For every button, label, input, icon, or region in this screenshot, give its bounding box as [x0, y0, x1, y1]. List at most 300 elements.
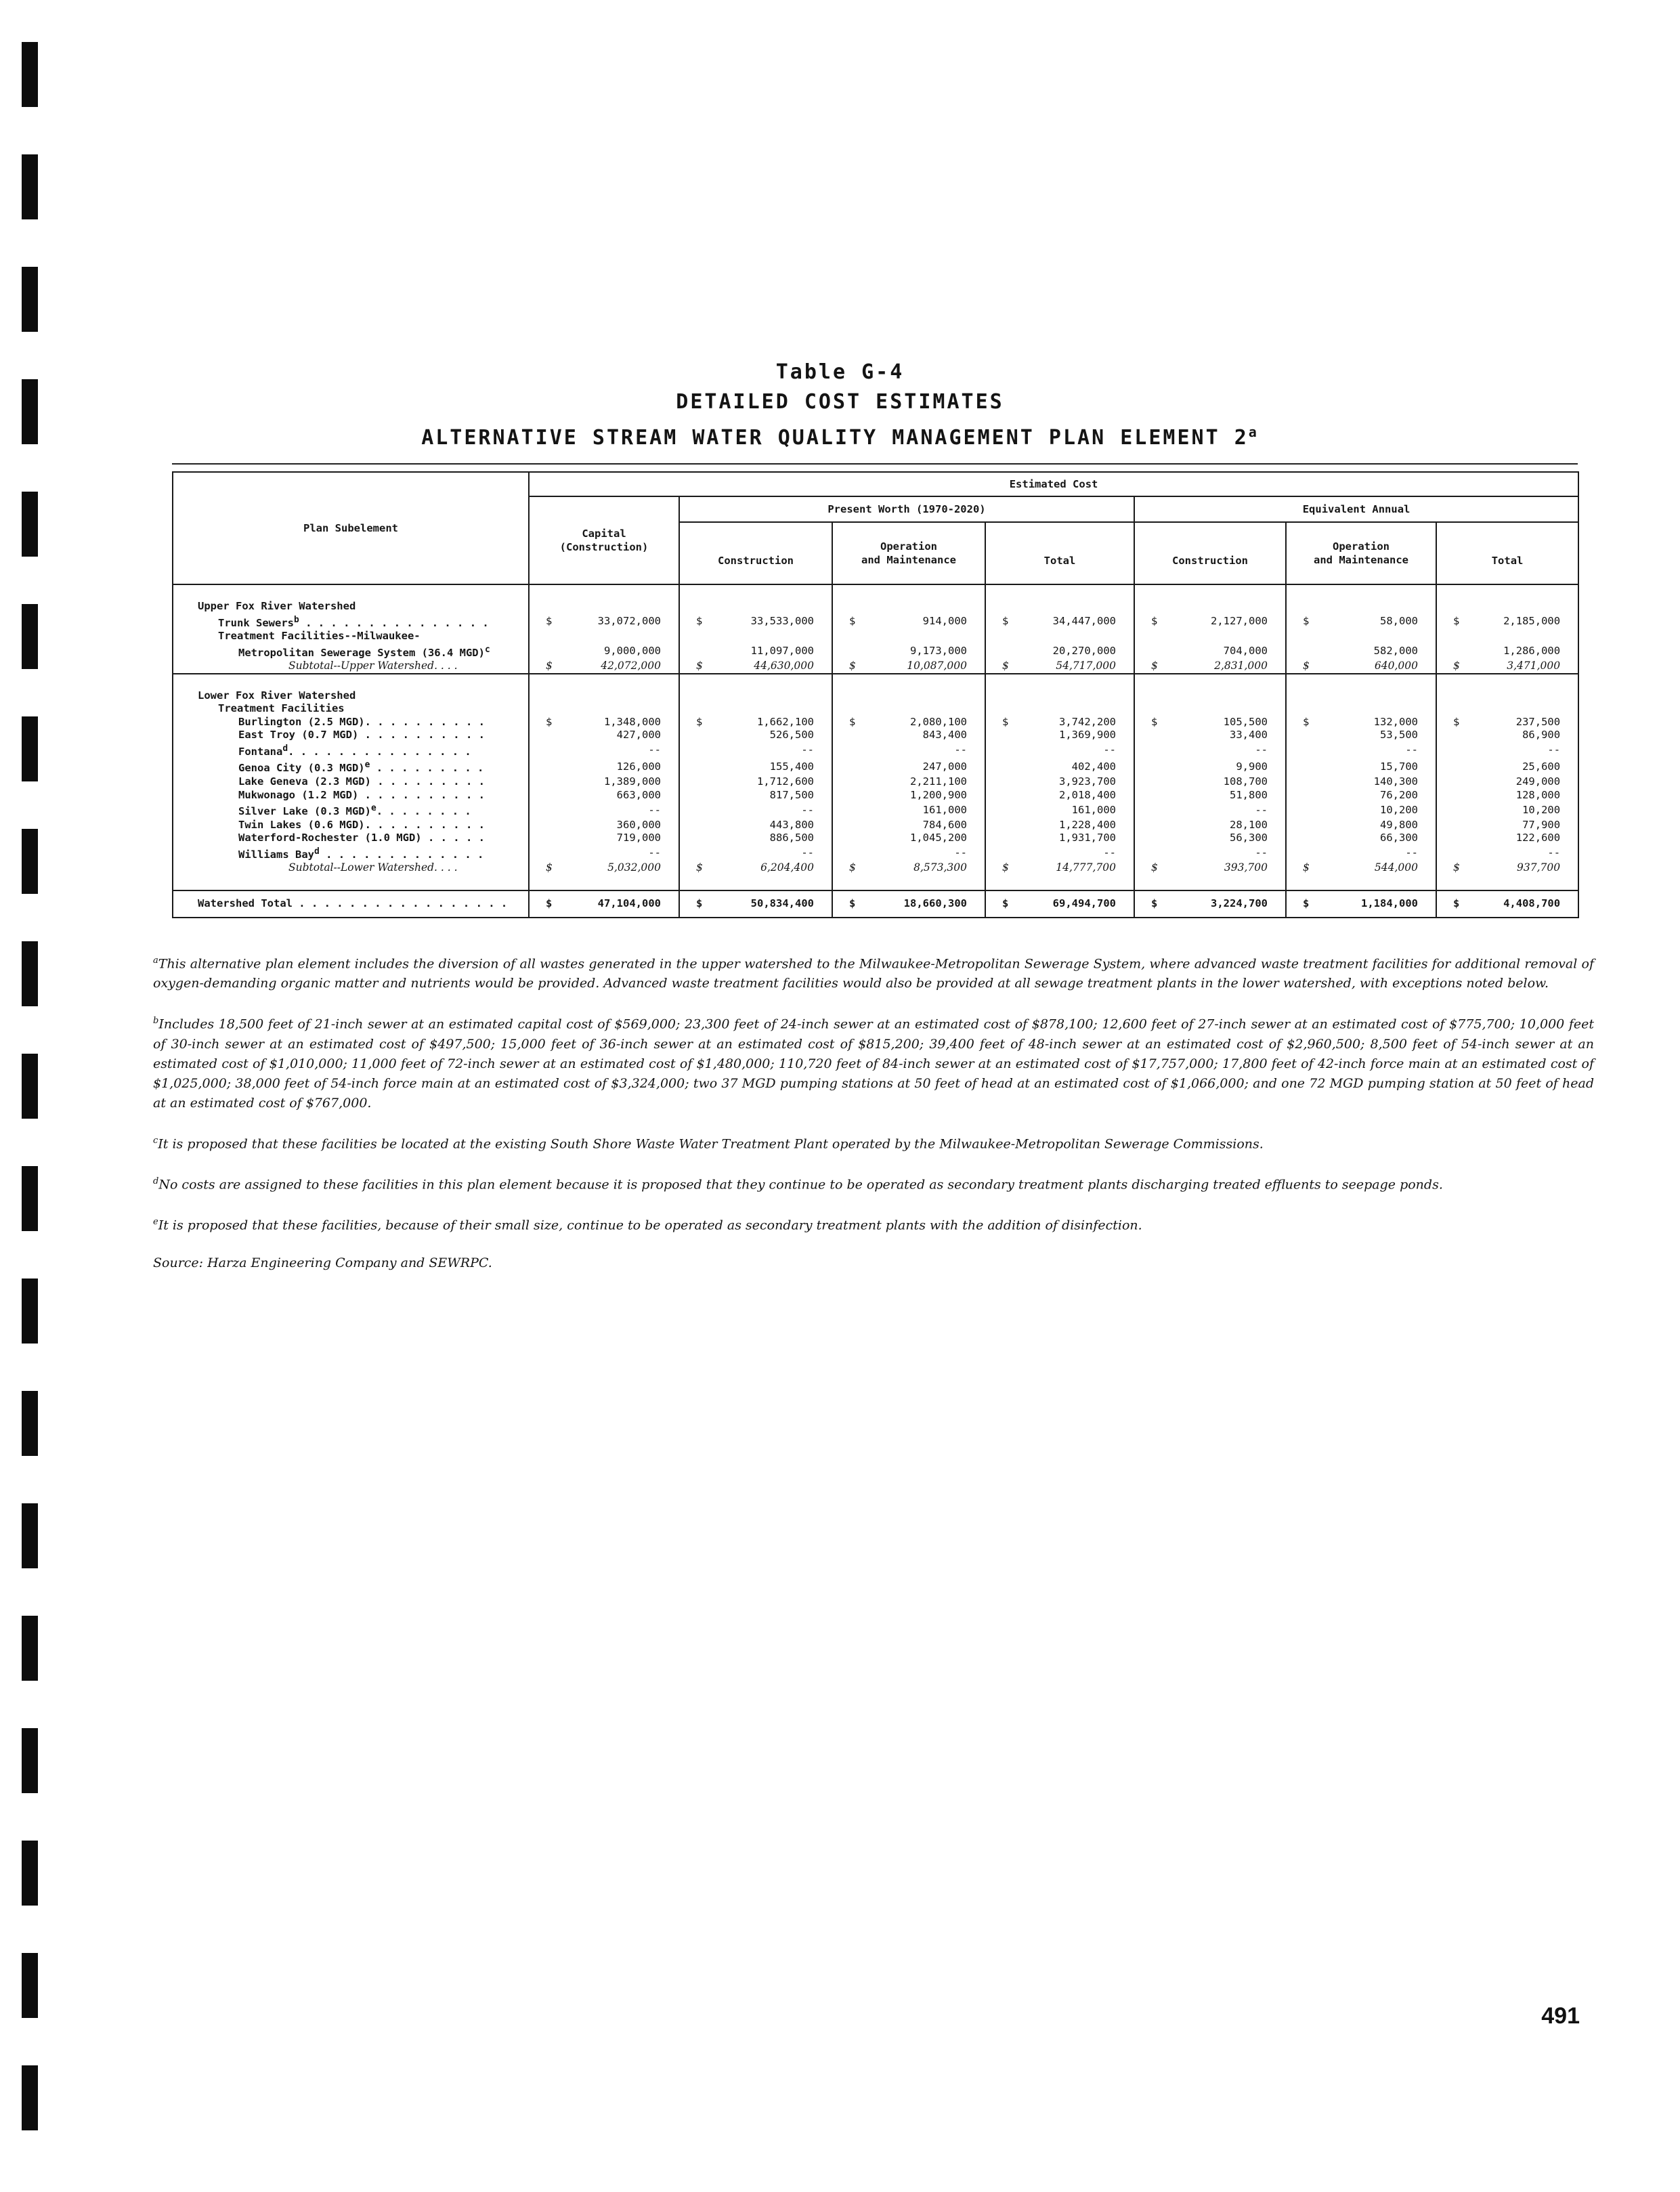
table-row [173, 819, 1578, 832]
dollar-sign: $ [1303, 715, 1310, 728]
value-cell [985, 614, 1134, 630]
spacer-cell [1134, 674, 1286, 689]
row-label [173, 716, 529, 729]
table-row [173, 789, 1578, 802]
table-row [173, 614, 1578, 630]
dollar-sign: $ [1151, 660, 1158, 672]
value-cell: 53,500 [1286, 729, 1436, 742]
row-label-text: Silver Lake (0.3 MGD) [238, 805, 371, 818]
row-label-text: Genoa City (0.3 MGD) [238, 762, 365, 775]
subsection-heading-row [173, 702, 1578, 716]
row-leader-dots: . . . . . [421, 832, 485, 844]
table-row [173, 729, 1578, 742]
pw-construction-header: Construction [679, 522, 832, 584]
value-cell: 582,000 [1286, 643, 1436, 660]
capital-header-line1: Capital [582, 528, 626, 540]
value-cell: 843,400 [832, 729, 985, 742]
amount: 393,700 [1224, 861, 1268, 874]
row-label-text: Treatment Facilities--Milwaukee- [218, 630, 421, 643]
dollar-sign: $ [1002, 897, 1009, 910]
table-row [173, 775, 1578, 789]
row-footnote-mark: b [293, 614, 299, 625]
footnote-c [153, 1131, 1594, 1154]
value-cell: 77,900 [1436, 819, 1578, 832]
dollar-sign: $ [849, 897, 856, 910]
spacer-cell [1286, 875, 1436, 890]
value-cell: -- [832, 845, 985, 862]
title-rule [172, 463, 1578, 465]
amount: 1,184,000 [1361, 897, 1418, 910]
table-body [173, 584, 1578, 918]
value-cell: 51,800 [1134, 789, 1286, 802]
pw-om-header [832, 522, 985, 584]
row-label [173, 845, 529, 862]
spacer-cell [985, 584, 1134, 600]
spacer-cell [985, 674, 1134, 689]
row-leader-dots: . . . . . . . . . . [364, 715, 485, 728]
value-cell: 1,200,900 [832, 789, 985, 802]
amount: 50,834,400 [750, 897, 814, 910]
value-cell [679, 614, 832, 630]
value-cell: 66,300 [1286, 832, 1436, 845]
binding-bar [22, 1054, 38, 1119]
spacer-cell [1286, 674, 1436, 689]
dollar-sign: $ [1002, 615, 1009, 628]
value-cell: 1,712,600 [679, 775, 832, 789]
row-label [173, 702, 529, 716]
amount: 4,408,700 [1503, 897, 1561, 910]
dollar-sign: $ [546, 615, 553, 628]
value-cell: -- [679, 802, 832, 819]
value-cell: 9,173,000 [832, 643, 985, 660]
row-label [173, 890, 529, 918]
value-cell: 526,500 [679, 729, 832, 742]
value-cell: -- [679, 845, 832, 862]
binding-bar [22, 1953, 38, 2018]
table-title [0, 358, 1680, 453]
value-cell [1134, 890, 1286, 918]
amount: 42,072,000 [601, 660, 661, 672]
value-cell [1134, 716, 1286, 729]
value-cell: -- [985, 845, 1134, 862]
binding-bar [22, 42, 38, 107]
row-label [173, 802, 529, 819]
value-cell: 427,000 [529, 729, 679, 742]
value-cell: 161,000 [832, 802, 985, 819]
value-cell [1436, 614, 1578, 630]
table-row [173, 802, 1578, 819]
spacer-cell [679, 674, 832, 689]
amount: 2,080,100 [910, 715, 967, 728]
value-cell [1286, 702, 1436, 716]
capital-header-line2: (Construction) [559, 541, 649, 553]
row-label-text: Fontana [238, 745, 283, 758]
value-cell [985, 689, 1134, 703]
value-cell [832, 600, 985, 614]
row-leader-dots: . . . . . . . . . . . . . . . [288, 745, 471, 758]
dollar-sign: $ [1151, 861, 1158, 874]
dollar-sign: $ [1303, 615, 1310, 628]
spacer-row [173, 584, 1578, 600]
spacer-cell [1436, 875, 1578, 890]
value-cell: 2,018,400 [985, 789, 1134, 802]
binding-bar [22, 1616, 38, 1681]
value-cell: 25,600 [1436, 758, 1578, 775]
dollar-sign: $ [1453, 615, 1460, 628]
row-label-text: Waterford-Rochester (1.0 MGD) [238, 832, 422, 844]
spacer-cell [832, 584, 985, 600]
plan-subelement-header: Plan Subelement [173, 472, 529, 584]
amount: 6,204,400 [760, 861, 814, 874]
dollar-sign: $ [1303, 897, 1310, 910]
subtotal-row [173, 861, 1578, 875]
row-label-text: Lower Fox River Watershed [198, 689, 356, 702]
footnote-mark: b [153, 1016, 159, 1027]
subtotal-row [173, 660, 1578, 674]
pw-total-header: Total [985, 522, 1134, 584]
value-cell: 49,800 [1286, 819, 1436, 832]
dollar-sign: $ [1453, 861, 1460, 874]
row-label [173, 758, 529, 775]
value-cell [985, 660, 1134, 674]
footnote-text: It is proposed that these facilities, because of their small size, continue to be operated as secondary treatment plants with the addition of disinfection. [158, 1218, 1142, 1233]
value-cell [1436, 630, 1578, 643]
footnote-text: Includes 18,500 feet of 21-inch sewer at an estimated capital cost of $569,000; 23,300 feet of 24-inch sewer at an estimated cost of $878,100; 12,600 feet of 27-inch sewer at an estimated cost of $775,700; 10,000 feet of 30-inch sewer at an estimated cost of $497,500; 15,000 feet of 36-inch sewer at an estimated cost of $815,200; 39,400 feet of 48-inch sewer at an estimated cost of $2,960,500; 8,500 feet of 54-inch sewer at an estimated cost of $1,010,000; 11,000 feet of 72-inch sewer at an estimated cost of $1,480,000; 110,720 feet of 84-inch sewer at an estimated cost of $17,757,000; 17,800 feet of 42-inch force main at an estimated cost of $1,025,000; 38,000 feet of 54-inch force main at an estimated cost of $3,324,000; two 37 MGD pumping stations at 50 feet of head at an estimated cost of $1,066,000; and one 72 MGD pumping station at 50 feet of head at an estimated cost of $767,000. [153, 1016, 1594, 1111]
amount: 2,185,000 [1503, 615, 1561, 628]
row-footnote-mark: e [370, 803, 376, 814]
row-footnote-mark: e [364, 760, 370, 771]
dollar-sign: $ [1002, 861, 1009, 874]
row-footnote-mark: d [282, 743, 288, 754]
spacer-cell [173, 674, 529, 689]
dollar-sign: $ [1151, 897, 1158, 910]
value-cell: -- [1134, 742, 1286, 759]
amount: 3,224,700 [1211, 897, 1268, 910]
dollar-sign: $ [849, 615, 856, 628]
binding-bar [22, 1503, 38, 1568]
value-cell: 76,200 [1286, 789, 1436, 802]
dollar-sign: $ [849, 715, 856, 728]
dollar-sign: $ [546, 660, 553, 672]
dollar-sign: $ [849, 660, 856, 672]
value-cell: 126,000 [529, 758, 679, 775]
row-leader-dots: . . . . . . . . . . [358, 788, 485, 801]
row-label [173, 775, 529, 789]
value-cell [529, 861, 679, 875]
value-cell: 11,097,000 [679, 643, 832, 660]
value-cell: -- [1134, 845, 1286, 862]
row-label [173, 630, 529, 643]
amount: 132,000 [1373, 715, 1418, 728]
amount: 640,000 [1374, 660, 1418, 672]
value-cell [679, 689, 832, 703]
amount: 105,500 [1223, 715, 1268, 728]
value-cell: 155,400 [679, 758, 832, 775]
value-cell [1436, 689, 1578, 703]
row-label-text: Metropolitan Sewerage System (36.4 MGD) [238, 646, 485, 659]
row-label-text: Upper Fox River Watershed [198, 600, 356, 612]
present-worth-header: Present Worth (1970-2020) [679, 496, 1134, 522]
value-cell [679, 890, 832, 918]
value-cell [529, 600, 679, 614]
dollar-sign: $ [1303, 660, 1310, 672]
footnote-mark: e [153, 1217, 158, 1228]
subheading-footnote-mark: a [1248, 424, 1259, 440]
value-cell: 28,100 [1134, 819, 1286, 832]
amount: 47,104,000 [597, 897, 661, 910]
spacer-cell [529, 584, 679, 600]
dollar-sign: $ [546, 897, 553, 910]
row-leader-dots: . . . . . . . . . [370, 762, 484, 775]
row-label-text: Williams Bay [238, 848, 314, 861]
value-cell [679, 600, 832, 614]
table-row [173, 742, 1578, 759]
spacer-row [173, 674, 1578, 689]
amount: 2,127,000 [1211, 615, 1268, 628]
spacer-cell [173, 875, 529, 890]
spacer-row [173, 875, 1578, 890]
dollar-sign: $ [849, 861, 856, 874]
value-cell: 1,286,000 [1436, 643, 1578, 660]
amount: 1,662,100 [757, 715, 814, 728]
row-label [173, 689, 529, 703]
ea-construction-header: Construction [1134, 522, 1286, 584]
binding-bar [22, 1166, 38, 1231]
spacer-cell [832, 875, 985, 890]
dollar-sign: $ [1453, 660, 1460, 672]
dollar-sign: $ [1002, 660, 1009, 672]
binding-bar [22, 267, 38, 332]
value-cell: 10,200 [1436, 802, 1578, 819]
value-cell: 128,000 [1436, 789, 1578, 802]
value-cell: 161,000 [985, 802, 1134, 819]
value-cell: 1,389,000 [529, 775, 679, 789]
page-number: 491 [1541, 2003, 1580, 2029]
row-label [173, 832, 529, 845]
value-cell [679, 861, 832, 875]
value-cell [1134, 614, 1286, 630]
binding-bar [22, 1391, 38, 1456]
value-cell [832, 890, 985, 918]
value-cell: 817,500 [679, 789, 832, 802]
value-cell [1134, 689, 1286, 703]
value-cell [832, 702, 985, 716]
value-cell: 886,500 [679, 832, 832, 845]
amount: 3,471,000 [1507, 660, 1561, 672]
value-cell: 1,228,400 [985, 819, 1134, 832]
estimated-cost-header: Estimated Cost [529, 472, 1578, 496]
footnote-mark: c [153, 1135, 158, 1146]
value-cell [985, 861, 1134, 875]
value-cell: 1,931,700 [985, 832, 1134, 845]
amount: 44,630,000 [754, 660, 814, 672]
section-heading-row [173, 689, 1578, 703]
row-leader-dots: . . . . . . . . . . [364, 818, 485, 831]
row-label-text: Lake Geneva (2.3 MGD) [238, 775, 371, 788]
header-row [173, 472, 1578, 496]
value-cell [1286, 861, 1436, 875]
table-row [173, 716, 1578, 729]
binding-bar [22, 154, 38, 219]
amount: 10,087,000 [907, 660, 967, 672]
dollar-sign: $ [696, 615, 703, 628]
row-label-text: Mukwonago (1.2 MGD) [238, 788, 359, 801]
amount: 18,660,300 [903, 897, 967, 910]
row-leader-dots: . . . . . . . . . . . . . [319, 848, 484, 861]
value-cell: 1,369,900 [985, 729, 1134, 742]
value-cell: 108,700 [1134, 775, 1286, 789]
row-label [173, 861, 529, 875]
table-heading: DETAILED COST ESTIMATES [676, 390, 1004, 414]
value-cell [679, 660, 832, 674]
amount: 2,831,000 [1214, 660, 1268, 672]
dollar-sign: $ [1453, 897, 1460, 910]
amount: 54,717,000 [1056, 660, 1116, 672]
ea-om-header [1286, 522, 1436, 584]
dollar-sign: $ [696, 861, 703, 874]
value-cell [1286, 689, 1436, 703]
value-cell [1134, 702, 1286, 716]
value-cell [1134, 630, 1286, 643]
value-cell: 122,600 [1436, 832, 1578, 845]
value-cell: -- [529, 802, 679, 819]
value-cell [1436, 702, 1578, 716]
value-cell: 33,400 [1134, 729, 1286, 742]
spacer-cell [529, 875, 679, 890]
row-label-text: Trunk Sewers [218, 616, 294, 629]
amount: 33,533,000 [750, 615, 814, 628]
value-cell [1436, 861, 1578, 875]
row-label [173, 600, 529, 614]
footnote-a [153, 951, 1594, 993]
binding-bar [22, 829, 38, 894]
source-note: Source: Harza Engineering Company and SEWRPC. [153, 1255, 492, 1270]
footnote-b [153, 1011, 1594, 1113]
spacer-cell [1286, 584, 1436, 600]
value-cell: 784,600 [832, 819, 985, 832]
row-label-text: Subtotal--Lower Watershed. . . . [288, 861, 458, 874]
value-cell [1436, 660, 1578, 674]
value-cell: -- [832, 742, 985, 759]
table-row [173, 643, 1578, 660]
row-footnote-mark: d [314, 846, 320, 857]
row-leader-dots: . . . . . . . . . . [358, 729, 485, 742]
value-cell [985, 716, 1134, 729]
amount: 33,072,000 [597, 615, 661, 628]
binding-bar [22, 716, 38, 781]
footnote-text: It is proposed that these facilities be located at the existing South Shore Waste Water Treatment Plant operated by the Milwaukee-Metropolitan Sewerage Commissions. [158, 1136, 1264, 1151]
value-cell: 360,000 [529, 819, 679, 832]
spacer-cell [985, 875, 1134, 890]
amount: 5,032,000 [607, 861, 661, 874]
value-cell: 9,000,000 [529, 643, 679, 660]
footnote-text: This alternative plan element includes the diversion of all wastes generated in the upper watershed to the Milwaukee-Metropolitan Sewerage System, where advanced waste treatment facilities for additional removal of oxygen-demanding organic matter and nutrients would be provided. Advanced waste treatment facilities would also be provided at all sewage treatment plants in the lower watershed, with exceptions noted below. [153, 956, 1594, 991]
amount: 8,573,300 [913, 861, 967, 874]
dollar-sign: $ [1151, 715, 1158, 728]
value-cell [1286, 890, 1436, 918]
value-cell: 663,000 [529, 789, 679, 802]
value-cell [529, 716, 679, 729]
amount: 237,500 [1515, 715, 1561, 728]
value-cell [679, 630, 832, 643]
value-cell [1436, 890, 1578, 918]
value-cell: 15,700 [1286, 758, 1436, 775]
row-leader-dots: . . . . . . . . [376, 805, 471, 818]
spacer-cell [679, 584, 832, 600]
subheading-text: ALTERNATIVE STREAM WATER QUALITY MANAGEMENT PLAN ELEMENT 2 [421, 426, 1249, 450]
value-cell [529, 614, 679, 630]
pw-om-header-line2: and Maintenance [861, 554, 956, 566]
dollar-sign: $ [1002, 715, 1009, 728]
amount: 544,000 [1374, 861, 1418, 874]
table-row [173, 758, 1578, 775]
value-cell [985, 890, 1134, 918]
binding-bar [22, 2065, 38, 2130]
value-cell: 20,270,000 [985, 643, 1134, 660]
value-cell [832, 630, 985, 643]
dollar-sign: $ [546, 715, 553, 728]
value-cell: -- [1134, 802, 1286, 819]
value-cell: -- [985, 742, 1134, 759]
value-cell [1436, 716, 1578, 729]
dollar-sign: $ [696, 897, 703, 910]
value-cell [529, 660, 679, 674]
dollar-sign: $ [1151, 615, 1158, 628]
row-label-text: Watershed Total . . . . . . . . . . . . . . . . . [198, 897, 508, 910]
row-label-text: Treatment Facilities [218, 702, 345, 715]
binding-bar [22, 492, 38, 557]
footnote-e [153, 1212, 1594, 1235]
value-cell [529, 689, 679, 703]
row-leader-dots: . . . . . . . . . [370, 775, 485, 788]
amount: 937,700 [1516, 861, 1561, 874]
binding-bar [22, 941, 38, 1006]
value-cell [529, 630, 679, 643]
value-cell [832, 861, 985, 875]
binding-bar [22, 1728, 38, 1793]
value-cell [985, 702, 1134, 716]
pw-om-header-line1: Operation [880, 540, 937, 553]
spacer-cell [1436, 674, 1578, 689]
row-label [173, 742, 529, 759]
amount: 58,000 [1380, 615, 1418, 628]
footnote-d [153, 1172, 1594, 1195]
value-cell [1134, 600, 1286, 614]
row-label [173, 660, 529, 674]
value-cell: 443,800 [679, 819, 832, 832]
value-cell: 1,045,200 [832, 832, 985, 845]
spacer-cell [173, 584, 529, 600]
dollar-sign: $ [1303, 861, 1310, 874]
spacer-cell [1436, 584, 1578, 600]
value-cell: 10,200 [1286, 802, 1436, 819]
row-footnote-mark: c [484, 644, 490, 655]
spacer-cell [679, 875, 832, 890]
value-cell [529, 702, 679, 716]
row-label [173, 729, 529, 742]
footnote-mark: d [153, 1176, 159, 1186]
value-cell: -- [679, 742, 832, 759]
row-label-text: Burlington (2.5 MGD) [238, 715, 365, 728]
table-row [173, 845, 1578, 862]
value-cell: -- [1286, 742, 1436, 759]
watershed-total-row [173, 890, 1578, 918]
binding-bar [22, 1278, 38, 1344]
value-cell [679, 702, 832, 716]
row-label-text: Twin Lakes (0.6 MGD) [238, 818, 365, 831]
dollar-sign: $ [696, 660, 703, 672]
binding-bar [22, 604, 38, 669]
